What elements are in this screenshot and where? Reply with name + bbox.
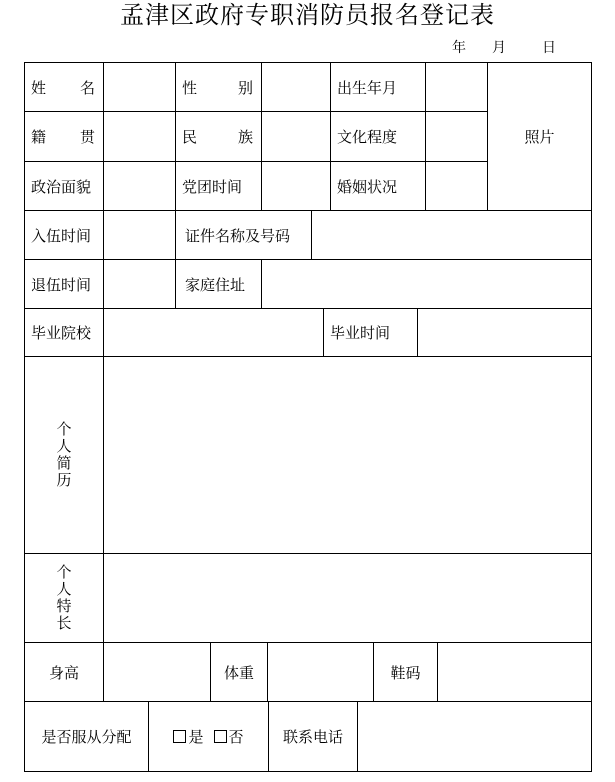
- form-title: 孟津区政府专职消防员报名登记表: [120, 1, 495, 29]
- field-discharge-time[interactable]: [103, 259, 176, 309]
- field-gender[interactable]: [261, 62, 331, 112]
- label-graduation-time: 毕业时间: [323, 308, 418, 357]
- label-id-type-number: 证件名称及号码: [175, 210, 312, 260]
- label-shoe-size: 鞋码: [373, 642, 438, 702]
- date-day-label: 日: [542, 40, 556, 56]
- field-native-place[interactable]: [103, 111, 176, 162]
- field-shoe-size[interactable]: [437, 642, 592, 702]
- label-ethnicity: 民 族: [175, 111, 262, 162]
- field-name[interactable]: [103, 62, 176, 112]
- field-birth[interactable]: [425, 62, 488, 112]
- label-resume: 个 人 简 历: [24, 356, 104, 554]
- label-native-place: 籍 贯: [24, 111, 104, 162]
- obey-assignment-options: [148, 701, 269, 772]
- photo-box[interactable]: 照片: [487, 62, 592, 211]
- field-ethnicity[interactable]: [261, 111, 331, 162]
- label-enlist-time: 入伍时间: [24, 210, 104, 260]
- label-school: 毕业院校: [24, 308, 104, 357]
- label-political-status: 政治面貌: [24, 161, 104, 211]
- label-phone: 联系电话: [268, 701, 358, 772]
- label-discharge-time: 退伍时间: [24, 259, 104, 309]
- label-specialty: 个 人 特 长: [24, 553, 104, 643]
- label-gender: 性 别: [175, 62, 262, 112]
- label-obey-assignment: 是否服从分配: [24, 701, 149, 772]
- label-name: 姓 名: [24, 62, 104, 112]
- date-month-label: 月: [492, 40, 506, 56]
- field-height[interactable]: [103, 642, 211, 702]
- label-education: 文化程度: [330, 111, 426, 162]
- field-school[interactable]: [103, 308, 324, 357]
- field-resume[interactable]: [103, 356, 592, 554]
- field-specialty[interactable]: [103, 553, 592, 643]
- option-no[interactable]: 否: [214, 726, 244, 747]
- label-home-address: 家庭住址: [175, 259, 262, 309]
- label-marital-status: 婚姻状况: [330, 161, 426, 211]
- field-education[interactable]: [425, 111, 488, 162]
- registration-table: [24, 62, 592, 772]
- field-phone[interactable]: [357, 701, 592, 772]
- checkbox-no-icon[interactable]: [214, 730, 227, 743]
- field-political-status[interactable]: [103, 161, 176, 211]
- field-weight[interactable]: [267, 642, 374, 702]
- label-birth: 出生年月: [330, 62, 426, 112]
- field-party-time[interactable]: [261, 161, 331, 211]
- label-height: 身高: [24, 642, 104, 702]
- field-marital-status[interactable]: [425, 161, 488, 211]
- field-id-type-number[interactable]: [311, 210, 592, 260]
- field-graduation-time[interactable]: [417, 308, 592, 357]
- field-enlist-time[interactable]: [103, 210, 176, 260]
- label-party-time: 党团时间: [175, 161, 262, 211]
- date-year-label: 年: [452, 40, 466, 56]
- checkbox-yes-icon[interactable]: [173, 730, 186, 743]
- option-yes[interactable]: 是: [173, 726, 203, 747]
- field-home-address[interactable]: [261, 259, 592, 309]
- label-weight: 体重: [210, 642, 268, 702]
